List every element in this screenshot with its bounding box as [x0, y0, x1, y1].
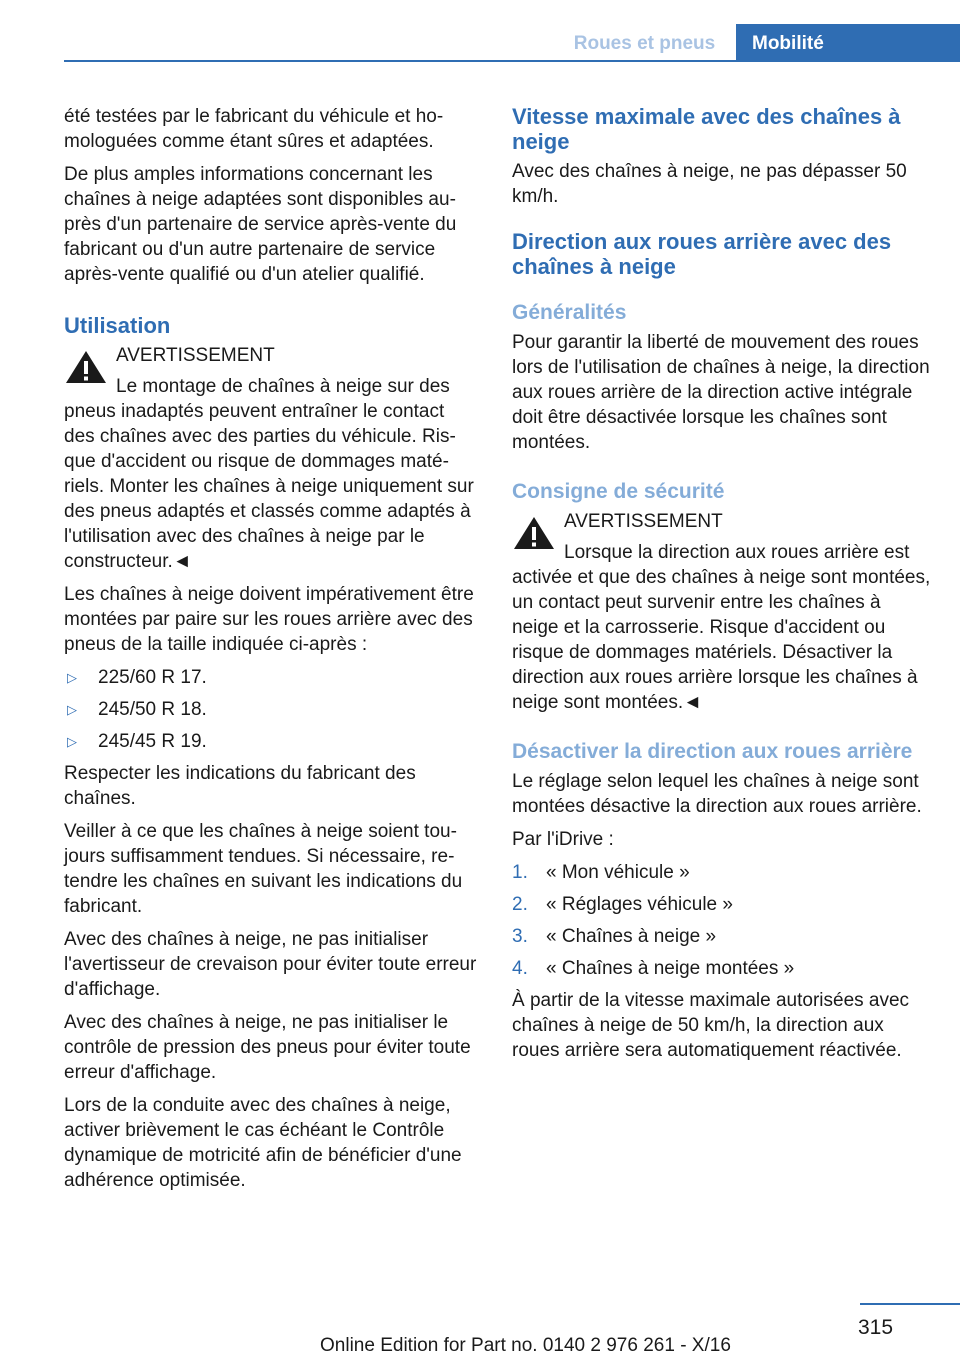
list-item: ▷ 245/45 R 19. [67, 731, 207, 752]
warning-block [512, 509, 932, 715]
body-paragraph: Avec des chaînes à neige, ne pas dépasser 50 km/h. [512, 161, 907, 207]
body-paragraph: Avec des chaînes à neige, ne pas initialiser le contrôle de pression des pneus pour éviter toute erreur d'affichage. [64, 1012, 471, 1083]
intro-paragraph: été testées par le fabricant du véhicule et homologuées comme étant sûres et adaptées. [64, 106, 444, 152]
warning-icon [64, 349, 108, 385]
warning-title: AVERTISSEMENT [116, 345, 275, 366]
page-header [0, 0, 960, 62]
list-item: 3. « Chaînes à neige » [512, 926, 717, 947]
subheading-deactivate: Désactiver la direction aux roues arrière [512, 740, 913, 763]
subheading-safety: Consigne de sécurité [512, 480, 725, 503]
list-item: 2. « Réglages véhicule » [512, 894, 733, 915]
list-item: 4. « Chaînes à neige montées » [512, 958, 795, 979]
intro-paragraph: De plus amples informations concernant les chaînes à neige adaptées sont disponibles auprès d'un partenaire de service après-vente du fabricant ou d'un autre partenaire de service après-vente qualifié ou d'un atelier qualifié. [64, 164, 457, 285]
triangle-bullet-icon: ▷ [67, 670, 77, 685]
body-paragraph: Le réglage selon lequel les chaînes à neige sont montées désactive la direction aux roues arrière. [512, 771, 922, 817]
header-rule [64, 60, 960, 62]
warning-icon [512, 515, 556, 551]
body-paragraph: Par l'iDrive : [512, 829, 614, 850]
left-column [64, 104, 480, 1201]
body-paragraph: Respecter les indications du fabricant des chaînes. [64, 763, 416, 809]
list-item: ▷ 245/50 R 18. [67, 699, 207, 720]
warning-body: Le montage de chaînes à neige sur des pneus inadaptés peuvent entraîner le contact des chaînes avec des parties du véhicule. Risque d'accident ou risque de dommages matériels. Monter les chaînes à neige uniquement sur des pneus adaptés et classés comme adaptés à l'utilisation avec des chaînes à neige par le constructeur.◄ [64, 376, 474, 572]
body-paragraph: Avec des chaînes à neige, ne pas initialiser l'avertisseur de crevaison pour éviter toute erreur d'affichage. [64, 929, 477, 1000]
section-heading-utilisation: Utilisation [64, 313, 171, 338]
chapter-tab: Mobilité [736, 24, 960, 62]
page-number: 315 [858, 1316, 894, 1339]
triangle-bullet-icon: ▷ [67, 734, 77, 749]
body-paragraph: Veiller à ce que les chaînes à neige soient toujours suffisamment tendues. Si nécessaire, retendre les chaînes en suivant les indications du fabricant. [64, 821, 463, 917]
body-paragraph: Les chaînes à neige doivent impérativement être montées par paire sur les roues arrière avec des pneus de la taille indiquée ci-après : [64, 584, 474, 655]
page-number-rule [860, 1303, 960, 1305]
warning-title: AVERTISSEMENT [564, 511, 723, 532]
section-heading-rear-steering: Direction aux roues arrière avec des chaînes à neige [512, 229, 892, 279]
subheading-general: Généralités [512, 301, 627, 324]
list-item: ▷ 225/60 R 17. [67, 667, 207, 688]
tire-size-list [64, 665, 480, 754]
warning-body: Lorsque la direction aux roues arrière est activée et que des chaînes à neige sont montées, un contact peut survenir entre les chaînes à neige et la carrosserie. Risque d'accident ou risque de dommages matériels. Désactiver la direction aux roues arrière lorsque les chaînes à neige sont montées.◄ [512, 542, 931, 713]
section-heading-speed: Vitesse maximale avec des chaînes à neige [512, 104, 901, 154]
warning-block [64, 343, 480, 574]
body-paragraph: À partir de la vitesse maximale autorisées avec chaînes à neige de 50 km/h, la direction aux roues arrière sera automatiquement réactivée. [512, 990, 910, 1061]
triangle-bullet-icon: ▷ [67, 702, 77, 717]
list-item: 1. « Mon véhicule » [512, 862, 690, 883]
footer-edition: Online Edition for Part no. 0140 2 976 261 - X/16 [320, 1335, 731, 1356]
body-paragraph: Lors de la conduite avec des chaînes à neige, activer brièvement le cas échéant le Contrôle dynamique de motricité afin de bénéficier d'une adhérence optimisée. [64, 1095, 462, 1191]
idrive-steps-list [512, 860, 932, 981]
right-column [512, 104, 932, 1071]
body-paragraph: Pour garantir la liberté de mouvement des roues lors de l'utilisation de chaînes à neige, la direction aux roues arrière de la direction active intégrale doit être désactivée lorsque les chaînes sont montées. [512, 332, 930, 453]
section-tab: Roues et pneus [553, 24, 736, 62]
